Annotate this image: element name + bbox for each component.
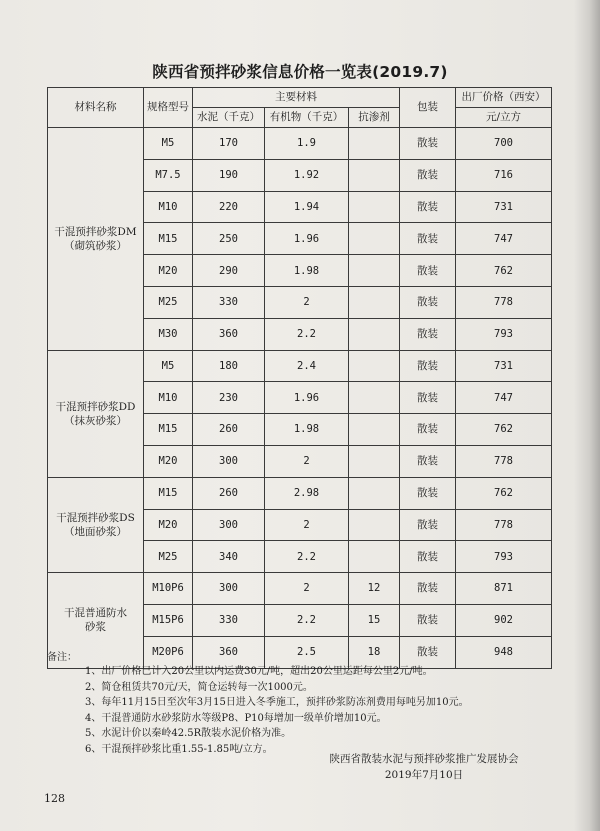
organic-cell: 2: [265, 509, 349, 541]
price-cell: 716: [456, 159, 552, 191]
note-item: 3、每年11月15日至次年3月15日进入冬季施工，预拌砂浆防冻剂费用每吨另加10元。: [85, 697, 469, 708]
material-name-line1: 干混预拌砂浆DD: [55, 400, 136, 413]
material-name-line2: （砌筑砂浆）: [64, 239, 127, 252]
cement-cell: 330: [193, 286, 265, 318]
note-item: 6、干混预拌砂浆比重1.55-1.85吨/立方。: [85, 743, 273, 755]
organic-cell: 2.5: [265, 636, 349, 668]
signature-org: 陕西省散装水泥与预拌砂浆推广发展协会: [329, 753, 519, 765]
header-material: 材料名称: [48, 88, 144, 128]
organic-cell: 2.2: [265, 318, 349, 350]
cement-cell: 180: [193, 350, 265, 382]
note-item: 5、水泥计价以秦岭42.5R散装水泥价格为准。: [85, 728, 292, 739]
price-cell: 793: [456, 541, 552, 573]
spec-cell: M7.5: [144, 159, 193, 191]
packaging-cell: 散装: [400, 159, 456, 191]
cement-cell: 360: [193, 636, 265, 668]
cement-cell: 340: [193, 541, 265, 573]
material-name-line2: （抹灰砂浆）: [64, 414, 127, 427]
spec-cell: M10: [144, 191, 193, 223]
price-cell: 762: [456, 477, 552, 509]
signature-block: [300, 751, 548, 783]
material-name-cell: [48, 350, 144, 477]
price-cell: 902: [456, 604, 552, 636]
organic-cell: 1.98: [265, 414, 349, 446]
antiseep-cell: [349, 477, 400, 509]
material-name-line1: 干混预拌砂浆DS: [56, 511, 135, 524]
spec-cell: M15: [144, 414, 193, 446]
table-row: [48, 573, 552, 605]
material-name-line2: 砂浆: [85, 621, 106, 634]
packaging-cell: 散装: [400, 286, 456, 318]
spec-cell: M15P6: [144, 604, 193, 636]
spec-cell: M15: [144, 223, 193, 255]
spec-cell: M25: [144, 286, 193, 318]
note-item: 4、干混普通防水砂浆防水等级P8、P10每增加一级单价增加10元。: [85, 712, 387, 724]
page-number: 128: [44, 792, 65, 805]
cement-cell: 170: [193, 128, 265, 160]
material-name-line1: 干混预拌砂浆DM: [54, 225, 137, 238]
spec-cell: M5: [144, 350, 193, 382]
price-table: [47, 87, 552, 669]
signature-date: 2019年7月10日: [384, 769, 464, 781]
cement-cell: 250: [193, 223, 265, 255]
antiseep-cell: [349, 350, 400, 382]
packaging-cell: 散装: [400, 255, 456, 287]
antiseep-cell: 18: [349, 636, 400, 668]
cement-cell: 260: [193, 414, 265, 446]
organic-cell: 2.4: [265, 350, 349, 382]
header-spec: 规格型号: [144, 88, 193, 128]
organic-cell: 2.2: [265, 541, 349, 573]
material-name-cell: [48, 477, 144, 572]
spec-cell: M30: [144, 318, 193, 350]
header-price-line2: 元/立方: [456, 108, 552, 128]
spec-cell: M10P6: [144, 573, 193, 605]
header-price-line1: 出厂价格（西安）: [456, 88, 552, 108]
organic-cell: 1.96: [265, 223, 349, 255]
antiseep-cell: [349, 223, 400, 255]
antiseep-cell: [349, 128, 400, 160]
cement-cell: 290: [193, 255, 265, 287]
packaging-cell: 散装: [400, 128, 456, 160]
packaging-cell: 散装: [400, 604, 456, 636]
cement-cell: 360: [193, 318, 265, 350]
antiseep-cell: 12: [349, 573, 400, 605]
spec-cell: M20: [144, 255, 193, 287]
organic-cell: 2.2: [265, 604, 349, 636]
packaging-cell: 散装: [400, 573, 456, 605]
table-row: [48, 350, 552, 382]
table-row: [48, 477, 552, 509]
organic-cell: 1.94: [265, 191, 349, 223]
price-cell: 731: [456, 350, 552, 382]
antiseep-cell: [349, 414, 400, 446]
notes-list: [85, 664, 565, 757]
packaging-cell: 散装: [400, 223, 456, 255]
cement-cell: 330: [193, 604, 265, 636]
price-cell: 731: [456, 191, 552, 223]
table-row: [48, 128, 552, 160]
organic-cell: 2: [265, 445, 349, 477]
price-cell: 948: [456, 636, 552, 668]
price-cell: 762: [456, 255, 552, 287]
organic-cell: 2.98: [265, 477, 349, 509]
antiseep-cell: [349, 382, 400, 414]
cement-cell: 260: [193, 477, 265, 509]
organic-cell: 2: [265, 286, 349, 318]
packaging-cell: 散装: [400, 541, 456, 573]
cement-cell: 300: [193, 509, 265, 541]
organic-cell: 1.92: [265, 159, 349, 191]
price-cell: 747: [456, 382, 552, 414]
header-antiseep: 抗渗剂: [349, 108, 400, 128]
header-organic: 有机物（千克）: [265, 108, 349, 128]
price-cell: 778: [456, 509, 552, 541]
header-main-materials: 主要材料: [193, 88, 400, 108]
antiseep-cell: [349, 191, 400, 223]
spec-cell: M15: [144, 477, 193, 509]
cement-cell: 230: [193, 382, 265, 414]
spec-cell: M25: [144, 541, 193, 573]
header-cement: 水泥（千克）: [193, 108, 265, 128]
price-cell: 778: [456, 286, 552, 318]
cement-cell: 220: [193, 191, 265, 223]
antiseep-cell: [349, 318, 400, 350]
antiseep-cell: 15: [349, 604, 400, 636]
packaging-cell: 散装: [400, 318, 456, 350]
packaging-cell: 散装: [400, 445, 456, 477]
packaging-cell: 散装: [400, 477, 456, 509]
cement-cell: 190: [193, 159, 265, 191]
material-name-line2: （地面砂浆）: [64, 525, 127, 538]
spec-cell: M5: [144, 128, 193, 160]
cement-cell: 300: [193, 445, 265, 477]
antiseep-cell: [349, 445, 400, 477]
antiseep-cell: [349, 159, 400, 191]
antiseep-cell: [349, 509, 400, 541]
note-item: 2、简仓租赁共70元/天，简仓运转每一次1000元。: [85, 681, 313, 693]
page-binding-shadow: [574, 0, 600, 831]
packaging-cell: 散装: [400, 382, 456, 414]
notes-label: 备注：: [47, 652, 77, 663]
cement-cell: 300: [193, 573, 265, 605]
price-cell: 700: [456, 128, 552, 160]
price-cell: 793: [456, 318, 552, 350]
price-cell: 762: [456, 414, 552, 446]
packaging-cell: 散装: [400, 414, 456, 446]
price-cell: 747: [456, 223, 552, 255]
header-packaging: 包装: [400, 88, 456, 128]
packaging-cell: 散装: [400, 191, 456, 223]
antiseep-cell: [349, 286, 400, 318]
packaging-cell: 散装: [400, 636, 456, 668]
spec-cell: M10: [144, 382, 193, 414]
page-title: 陕西省预拌砂浆信息价格一览表(2019.7): [152, 63, 448, 81]
header-row-1: [48, 88, 552, 108]
spec-cell: M20: [144, 509, 193, 541]
price-cell: 778: [456, 445, 552, 477]
spec-cell: M20: [144, 445, 193, 477]
material-name-line1: 干混普通防水: [64, 607, 127, 620]
material-name-cell: [48, 128, 144, 351]
note-item: 1、出厂价格已计入20公里以内运费30元/吨，超出20公里运距每公里2元/吨。: [85, 666, 433, 677]
packaging-cell: 散装: [400, 350, 456, 382]
packaging-cell: 散装: [400, 509, 456, 541]
price-cell: 871: [456, 573, 552, 605]
antiseep-cell: [349, 255, 400, 287]
organic-cell: 1.9: [265, 128, 349, 160]
organic-cell: 1.96: [265, 382, 349, 414]
spec-cell: M20P6: [144, 636, 193, 668]
antiseep-cell: [349, 541, 400, 573]
organic-cell: 2: [265, 573, 349, 605]
organic-cell: 1.98: [265, 255, 349, 287]
